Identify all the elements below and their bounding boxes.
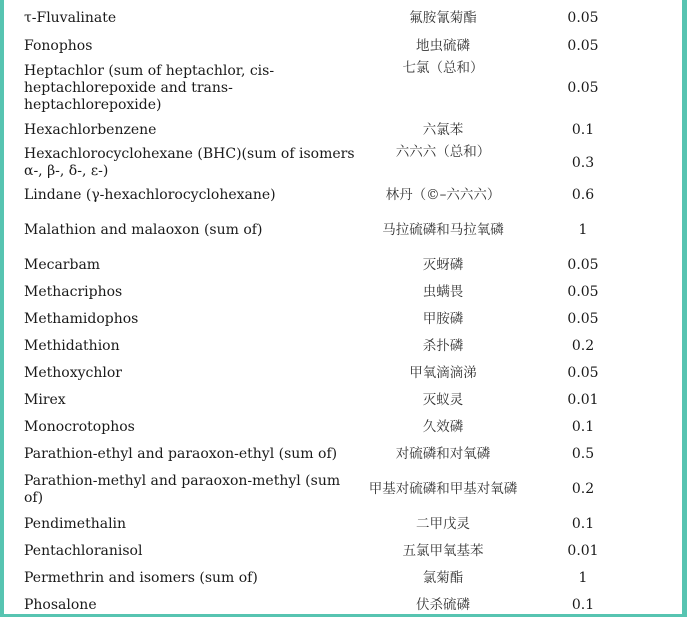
table-row bbox=[24, 60, 643, 117]
limit-value: 0.01 bbox=[567, 392, 599, 408]
pesticide-name-en: Malathion and malaoxon (sum of) bbox=[24, 222, 263, 238]
limit-value: 0.2 bbox=[571, 338, 595, 354]
table-row bbox=[24, 306, 643, 333]
limit-value: 0.1 bbox=[571, 419, 595, 435]
limit-value: 0.05 bbox=[567, 9, 599, 26]
limit-value: 1 bbox=[578, 570, 588, 586]
table-row bbox=[24, 182, 643, 209]
pesticide-name-zh: 马拉硫磷和马拉氧磷 bbox=[382, 222, 504, 238]
pesticide-name-en: Pentachloranisol bbox=[24, 543, 143, 559]
pesticide-name-zh: 林丹（©–六六六） bbox=[385, 187, 501, 203]
table-row bbox=[24, 144, 643, 182]
table-row bbox=[24, 565, 643, 592]
limit-value: 0.1 bbox=[571, 597, 595, 613]
pesticide-name-en: Methamidophos bbox=[24, 311, 139, 327]
pesticide-name-zh: 灭蚁灵 bbox=[422, 392, 464, 408]
pesticide-name-zh: 杀扑磷 bbox=[422, 338, 464, 354]
pesticide-name-zh: 五氯甲氧基苯 bbox=[402, 543, 484, 559]
pesticide-name-en: Monocrotophos bbox=[24, 419, 135, 435]
limit-value: 0.05 bbox=[567, 284, 599, 300]
pesticide-name-zh: 地虫硫磷 bbox=[416, 37, 470, 54]
pesticide-name-en: Parathion-methyl and paraoxon-methyl (sum of) bbox=[24, 472, 341, 506]
pesticide-name-zh: 七氯（总和） bbox=[402, 60, 484, 76]
limit-value: 0.6 bbox=[571, 187, 595, 203]
table-row bbox=[24, 333, 643, 360]
table-row bbox=[24, 117, 643, 144]
pesticide-name-en: τ-Fluvalinate bbox=[24, 9, 117, 26]
table-row bbox=[24, 414, 643, 441]
pesticide-name-en: Hexachlorocyclohexane (BHC)(sum of isomers α-, β-, δ-, ε-) bbox=[24, 146, 355, 179]
pesticide-name-zh: 六氯苯 bbox=[422, 122, 464, 138]
pesticide-name-zh: 伏杀硫磷 bbox=[416, 597, 470, 613]
pesticide-name-en: Mirex bbox=[24, 392, 66, 408]
pesticide-name-en: Parathion-ethyl and paraoxon-ethyl (sum of) bbox=[24, 446, 338, 462]
limit-value: 0.05 bbox=[567, 80, 599, 96]
pesticide-name-zh: 氟胺氰菊酯 bbox=[409, 9, 477, 26]
table-row bbox=[24, 360, 643, 387]
table-row bbox=[24, 592, 643, 619]
pesticide-name-en: Phosalone bbox=[24, 597, 97, 613]
pesticide-name-en: Methoxychlor bbox=[24, 365, 122, 381]
pesticide-name-zh: 氯菊酯 bbox=[422, 570, 464, 586]
table-row bbox=[24, 32, 643, 60]
limit-value: 0.5 bbox=[571, 446, 595, 462]
limit-value: 0.05 bbox=[567, 257, 599, 273]
pesticide-name-zh: 甲胺磷 bbox=[422, 311, 464, 327]
pesticide-name-zh: 甲基对硫磷和甲基对氧磷 bbox=[368, 481, 518, 497]
table-row bbox=[24, 441, 643, 468]
pesticide-name-zh: 甲氧滴滴涕 bbox=[409, 365, 477, 381]
table-row bbox=[24, 252, 643, 279]
table-row bbox=[24, 4, 643, 32]
pesticide-name-en: Hexachlorbenzene bbox=[24, 122, 157, 138]
limit-value: 0.01 bbox=[567, 543, 599, 559]
limit-value: 0.05 bbox=[567, 37, 599, 54]
pesticide-name-zh: 虫螨畏 bbox=[422, 284, 464, 300]
limit-value: 0.1 bbox=[571, 122, 595, 138]
pesticide-name-en: Heptachlor (sum of heptachlor, cis-heptachlorepoxide and trans-heptachlorepoxide) bbox=[24, 63, 275, 113]
pesticide-name-en: Fonophos bbox=[24, 37, 93, 54]
pesticide-mrl-table bbox=[24, 4, 643, 619]
pesticide-name-en: Permethrin and isomers (sum of) bbox=[24, 570, 258, 586]
pesticide-name-en: Lindane (γ-hexachlorocyclohexane) bbox=[24, 187, 276, 203]
table-row bbox=[24, 538, 643, 565]
limit-value: 0.05 bbox=[567, 311, 599, 327]
pesticide-name-en: Pendimethalin bbox=[24, 516, 127, 532]
table-row bbox=[24, 387, 643, 414]
pesticide-name-en: Mecarbam bbox=[24, 257, 101, 273]
table-row bbox=[24, 468, 643, 511]
limit-value: 1 bbox=[578, 222, 588, 238]
table-row bbox=[24, 209, 643, 252]
pesticide-name-zh: 灭蚜磷 bbox=[422, 257, 464, 273]
table-row bbox=[24, 511, 643, 538]
limit-value: 0.1 bbox=[571, 516, 595, 532]
pesticide-name-en: Methacriphos bbox=[24, 284, 123, 300]
limit-value: 0.05 bbox=[567, 365, 599, 381]
pesticide-name-zh: 二甲戊灵 bbox=[416, 516, 470, 532]
table-row bbox=[24, 279, 643, 306]
pesticide-name-zh: 六六六（总和） bbox=[395, 144, 491, 160]
pesticide-name-zh: 久效磷 bbox=[422, 419, 464, 435]
limit-value: 0.2 bbox=[571, 481, 595, 497]
limit-value: 0.3 bbox=[571, 154, 595, 171]
pesticide-name-en: Methidathion bbox=[24, 338, 120, 354]
pesticide-name-zh: 对硫磷和对氧磷 bbox=[395, 446, 491, 462]
